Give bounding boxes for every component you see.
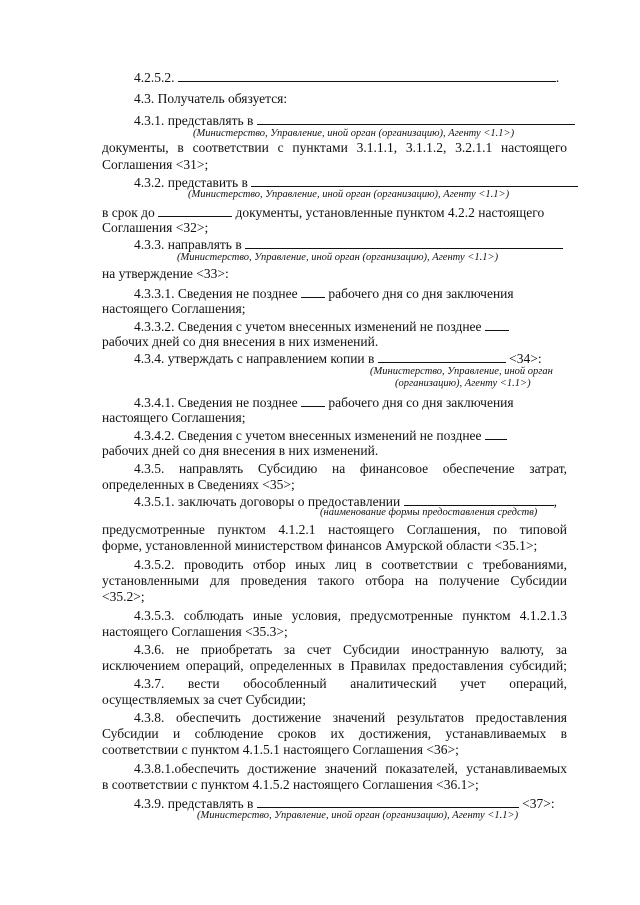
text-fragment: 4.3.4.1. Сведения не позднее xyxy=(134,395,298,410)
hint-recipient-organ-cont: (организацию), Агенту <1.1>) xyxy=(395,378,531,389)
text-line: определенных в Сведениях <35>; xyxy=(102,477,295,492)
clause-4-3-8-1: 4.3.8.1.обеспечить достижение значений показателей, устанавливаемых xyxy=(134,761,567,776)
hint-recipient-organ: (Министерство, Управление, иной орган (организацию), Агенту <1.1>) xyxy=(188,189,510,200)
text-fragment: 4.3.3.1. Сведения не позднее xyxy=(134,286,298,301)
clause-4-3-4 xyxy=(134,350,542,367)
text-line: рабочих дней со дня внесения в них изменений. xyxy=(102,443,379,458)
text-line xyxy=(102,204,544,221)
period: . xyxy=(555,70,560,85)
footnote-ref: <34>: xyxy=(509,351,542,366)
text-fragment: документы, установленные пунктом 4.2.2 настоящего xyxy=(235,205,545,220)
text-line: документы, в соответствии с пунктами 3.1.1.1, 3.1.1.2, 3.2.1.1 настоящего xyxy=(102,140,567,155)
footnote-ref: <37>: xyxy=(522,796,555,811)
fill-blank xyxy=(178,69,556,82)
fill-blank xyxy=(404,493,554,506)
hint-recipient-organ: (Министерство, Управление, иной орган (организацию), Агенту <1.1>) xyxy=(193,128,515,139)
clause-text: 4.3.1. представлять в xyxy=(134,113,254,128)
clause-4-3-5-2: 4.3.5.2. проводить отбор иных лиц в соответствии с требованиями, xyxy=(134,557,567,572)
clause-4-3-1 xyxy=(134,112,575,129)
text-fragment: 4.3.5.1. заключать договоры о предоставлении xyxy=(134,494,401,509)
text-line: предусмотренные пунктом 4.1.2.1 настоящего Соглашения, по типовой xyxy=(102,522,567,537)
hint-form-of-provision: (наименование формы предоставления средств) xyxy=(320,507,538,518)
clause-4-3-3 xyxy=(134,236,563,253)
clause-4-3-3-2 xyxy=(134,318,509,335)
text-line: Соглашения <31>; xyxy=(102,157,209,172)
clause-4-3-4-2 xyxy=(134,427,507,444)
hint-recipient-organ: (Министерство, Управление, иной орган (организацию), Агенту <1.1>) xyxy=(197,810,519,821)
days-blank xyxy=(301,394,325,407)
text-line: на утверждение <33>: xyxy=(102,266,229,281)
clause-4-2-5-2 xyxy=(134,69,559,86)
text-fragment: 4.3.4. утверждать с направлением копии в xyxy=(134,351,375,366)
hint-recipient-organ: (Министерство, Управление, иной орган (организацию), Агенту <1.1>) xyxy=(177,252,499,263)
clause-4-3-5-3: 4.3.5.3. соблюдать иные условия, предусмотренные пунктом 4.1.2.1.3 xyxy=(134,608,567,623)
text-line: Соглашения <32>; xyxy=(102,220,209,235)
text-line: рабочих дней со дня внесения в них изменений. xyxy=(102,334,379,349)
text-line: Субсидии и соблюдение сроков их достижения, устанавливаемых в xyxy=(102,726,567,741)
text-line: настоящего Соглашения <35.3>; xyxy=(102,624,288,639)
clause-4-3-4-1 xyxy=(134,394,514,411)
fill-blank xyxy=(378,350,506,363)
text-fragment: 4.3.3.2. Сведения с учетом внесенных изменений не позднее xyxy=(134,319,482,334)
date-blank xyxy=(158,204,232,217)
comma: , xyxy=(553,494,557,509)
text-fragment: 4.3.9. представлять в xyxy=(134,796,254,811)
fill-blank xyxy=(257,795,519,808)
fill-blank xyxy=(257,112,575,125)
clause-text: 4.3.3. направлять в xyxy=(134,237,242,252)
text-fragment: 4.3.4.2. Сведения с учетом внесенных изменений не позднее xyxy=(134,428,482,443)
clause-text: 4.3.2. представить в xyxy=(134,175,248,190)
text-line: настоящего Соглашения; xyxy=(102,301,246,316)
text-line: установленными для проведения такого отбора на получение Субсидии xyxy=(102,573,567,588)
text-line: <35.2>; xyxy=(102,589,145,604)
clause-4-3-6: 4.3.6. не приобретать за счет Субсидии иностранную валюту, за xyxy=(134,642,567,657)
text-fragment: рабочего дня со дня заключения xyxy=(328,286,514,301)
text-fragment: рабочего дня со дня заключения xyxy=(328,395,514,410)
text-line: настоящего Соглашения; xyxy=(102,410,246,425)
heading-4-3: 4.3. Получатель обязуется: xyxy=(134,91,288,106)
fill-blank xyxy=(251,174,578,187)
days-blank xyxy=(485,427,507,440)
text-line: осуществляемых за счет Субсидии; xyxy=(102,692,307,707)
clause-4-3-8: 4.3.8. обеспечить достижение значений результатов предоставления xyxy=(134,710,567,725)
text-line: форме, установленной министерством финансов Амурской области <35.1>; xyxy=(102,538,538,553)
text-line: исключением операций, определенных в Правилах предоставления субсидий; xyxy=(102,658,567,673)
text-fragment: в срок до xyxy=(102,205,155,220)
clause-4-3-7: 4.3.7. вести обособленный аналитический учет операций, xyxy=(134,676,567,691)
clause-4-3-5: 4.3.5. направлять Субсидию на финансовое обеспечение затрат, xyxy=(134,461,567,476)
hint-recipient-organ: (Министерство, Управление, иной орган xyxy=(370,366,553,377)
days-blank xyxy=(485,318,509,331)
days-blank xyxy=(301,285,325,298)
fill-blank xyxy=(245,236,563,249)
text-line: соответствии с пунктом 4.1.5.1 настоящего Соглашения <36>; xyxy=(102,742,459,757)
clause-number: 4.2.5.2. xyxy=(134,70,175,85)
clause-4-3-3-1 xyxy=(134,285,514,302)
text-line: в соответствии с пунктом 4.1.5.2 настоящего Соглашения <36.1>; xyxy=(102,777,479,792)
